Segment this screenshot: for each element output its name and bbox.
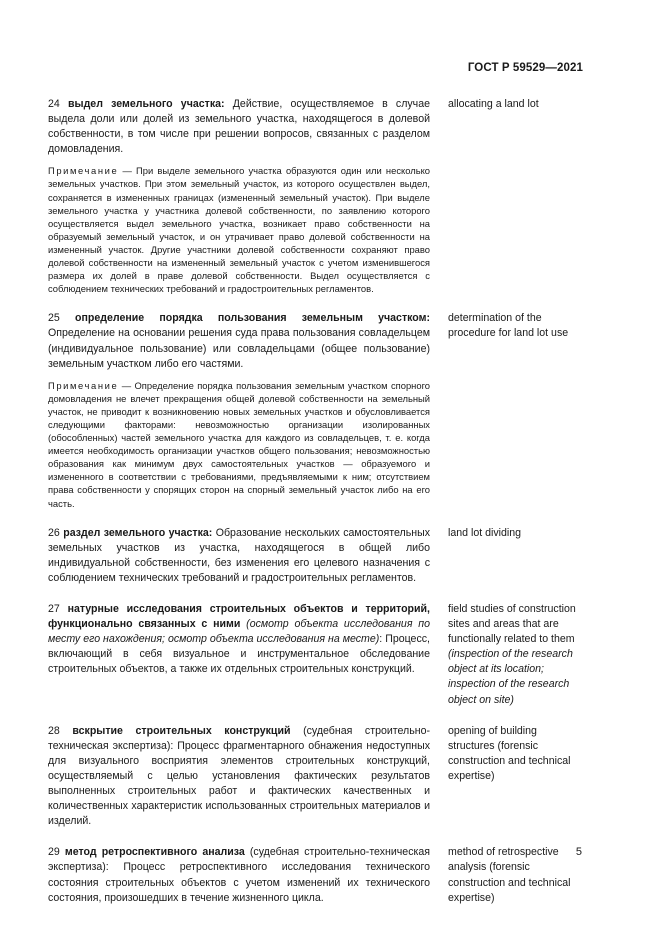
- term-number: 24: [48, 98, 60, 110]
- term-entry-24: [48, 97, 583, 295]
- note-text: — При выделе земельного участка образуются один или несколько земельных участков. При этом земельный участок, из которого осуществлен выдел, сохраняется в измененных границах (измененный земельный участок). При выделе земельного участка у участника долевой собственности, по заявлению которого осуществляется выдел земельного участка, возникает право собственности на образуемый земельный участок, и он утрачивает право долевой собственности на измененный участок. Другие участники долевой собственности сохраняют право долевой собственности на измененный земельный участок с учетом изменившегося размера их долей в праве долевой собственности. Выдел осуществляется с соблюдением технических требований и градостроительных регламентов.: [48, 165, 430, 295]
- term-en: opening of building structures (forensic construction and technical expertise): [448, 724, 571, 782]
- term-en: [448, 602, 583, 708]
- term-entry-26: [48, 526, 583, 586]
- note-label: Примечание: [48, 379, 119, 391]
- term-definition: (судебная строительно-техническая экспертиза): Процесс ретроспективного исследования технического состояния строительных объектов с учетом изменений их технического состояния, произошедших в течение жизненного цикла.: [48, 846, 430, 904]
- note-label: Примечание: [48, 165, 119, 177]
- term-number: 26: [48, 526, 60, 539]
- note-text: — Определение порядка пользования земельным участком спорного домовладения не влечет прекращения общей долевой собственности на земельный участок, не приводит к возникновению новых земельных участков и обусловливается следующими факторами: невозможностью организации изолированных (обособленных) частей земельного участка для каждого из совладельцев, т. е. когда имеется необходимость организации участков общего пользования; невозможностью образования как минимум двух самостоятельных участков — образуемого и измененного в соответствии с требованиями, предъявляемыми к ним; отсутствием права собственности у спорящих сторон на спорный земельный участок либо на его часть.: [48, 379, 430, 509]
- term-title: раздел земельного участка:: [63, 526, 213, 539]
- terms-list: [48, 97, 583, 922]
- term-title: метод ретроспективного анализа: [64, 846, 245, 859]
- term-entry-29: [48, 845, 583, 905]
- term-ru: [48, 311, 430, 509]
- term-definition: Определение на основании решения суда права пользования совладельцем (индивидуальное пользование) или совладельцами (общее пользование) земельным участком либо его частями.: [48, 327, 430, 370]
- term-title: выдел земельного участка:: [68, 98, 225, 110]
- term-definition: Образование нескольких самостоятельных земельных участков из участка, находящегося в общей либо индивидуальной собственности, без изменения его целевого назначения с соблюдением технических требований и градостроительных регламентов.: [48, 526, 430, 584]
- page-number: 5: [575, 846, 582, 858]
- term-ru: [48, 97, 430, 295]
- term-entry-27: [48, 602, 583, 708]
- term-title: натурные исследования строительных объектов и территорий, функционально связанных с ними: [48, 603, 430, 631]
- term-number: 27: [48, 603, 60, 615]
- term-en: allocating a land lot: [448, 98, 539, 110]
- term-synonyms: (осмотр объекта исследования по месту его нахождения; осмотр объекта исследования на месте): [48, 618, 430, 646]
- term-ru: [48, 526, 430, 586]
- term-en: determination of the procedure for land lot use: [448, 312, 569, 340]
- term-definition: Действие, осуществляемое в случае выдела доли или долей из земельного участка, находящегося в долевой собственности, в том числе при решении вопросов, связанных с разделом домовладения.: [48, 98, 430, 156]
- term-en: method of retrospective analysis (forensic construction and technical expertise): [448, 846, 571, 904]
- term-definition: (судебная строительно-техническая экспертиза): Процесс фрагментарного обнажения недоступных для визуального восприятия элементов строительных конструкций, осуществляемый с целью установления фактических результатов выполненных строительных работ и фактических качественных и количественных характеристик использованных строительных материалов и изделий.: [48, 724, 431, 828]
- term-entry-25: [48, 311, 583, 509]
- term-number: 25: [48, 312, 60, 325]
- term-entry-28: [48, 724, 583, 830]
- document-header: ГОСТ Р 59529—2021: [467, 62, 583, 74]
- term-definition: : Процесс, включающий в себя визуальное и инструментальное обследование строительных объектов, а также их отдельных строительных конструкций.: [48, 633, 430, 676]
- term-number: 28: [48, 724, 60, 737]
- term-ru: [48, 602, 430, 708]
- term-en: land lot dividing: [448, 526, 522, 539]
- term-ru: [48, 724, 430, 830]
- term-ru: [48, 845, 430, 905]
- term-note: [48, 379, 430, 510]
- term-en-title: field studies of construction sites and areas that are functionally related to them: [448, 603, 576, 646]
- term-title: определение порядка пользования земельным участком:: [75, 312, 430, 325]
- term-note: [48, 164, 430, 295]
- term-en-synonyms: (inspection of the research object at its location; inspection of the research object on site): [448, 648, 573, 706]
- term-number: 29: [48, 846, 60, 859]
- term-title: вскрытие строительных конструкций: [72, 724, 291, 737]
